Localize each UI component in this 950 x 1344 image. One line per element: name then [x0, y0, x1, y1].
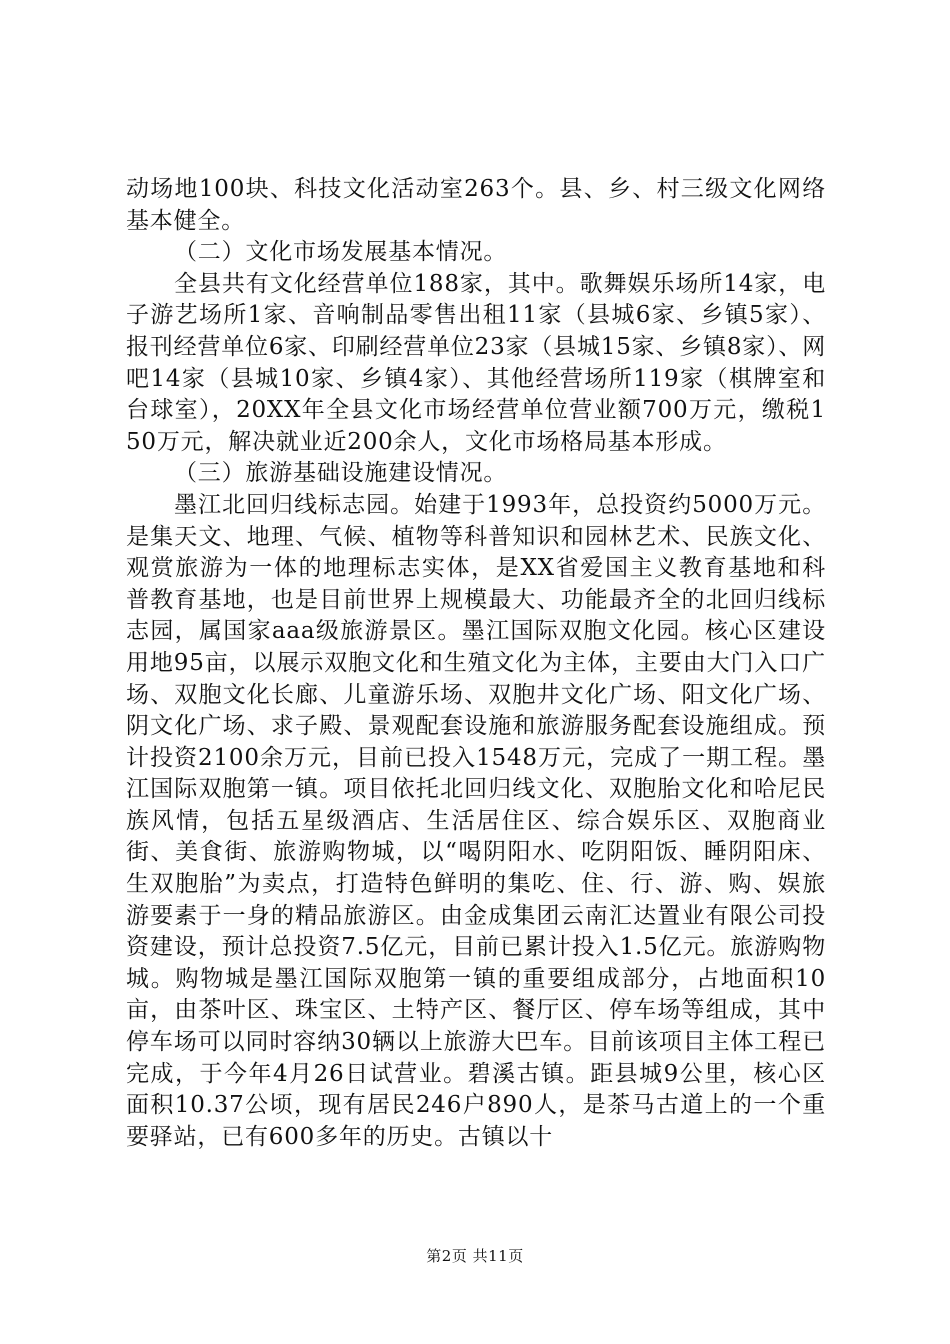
paragraph-culture-market: 全县共有文化经营单位188家，其中。歌舞娱乐场所14家，电子游艺场所1家、音响制品零售出租11家（县城6家、乡镇5家）、报刊经营单位6家、印刷经营单位23家（县城15家、乡镇8家）、网吧14家（县城10家、乡镇4家）、其他经营场所119家（棋牌室和台球室），20XX年全县文化市场经营单位营业额700万元，缴税150万元，解决就业近200余人，文化市场格局基本形成。: [126, 270, 826, 455]
page-number-label: 第2页 共11页: [426, 1247, 524, 1265]
page-footer: [0, 1245, 950, 1266]
section-heading-2: （二）文化市场发展基本情况。: [174, 239, 508, 266]
paragraph-1: 动场地100块、科技文化活动室263个。县、乡、村三级文化网络基本健全。: [126, 176, 826, 234]
paragraph-tourism-infrastructure: 墨江北回归线标志园。始建于1993年，总投资约5000万元。是集天文、地理、气候、植物等科普知识和园林艺术、民族文化、观赏旅游为一体的地理标志实体，是XX省爱国主义教育基地和科普教育基地，也是目前世界上规模最大、功能最齐全的北回归线标志园，属国家aaa级旅游景区。墨江国际双胞文化园。核心区建设用地95亩，以展示双胞文化和生殖文化为主体，主要由大门入口广场、双胞文化长廊、儿童游乐场、双胞井文化广场、阳文化广场、阴文化广场、求子殿、景观配套设施和旅游服务配套设施组成。预计投资2100余万元，目前已投入1548万元，完成了一期工程。墨江国际双胞第一镇。项目依托北回归线文化、双胞胎文化和哈尼民族风情，包括五星级酒店、生活居住区、综合娱乐区、双胞商业街、美食街、旅游购物城，以“喝阴阳水、吃阴阳饭、睡阴阳床、生双胞胎”为卖点，打造特色鲜明的集吃、住、行、游、购、娱旅游要素于一身的精品旅游区。由金成集团云南汇达置业有限公司投资建设，预计总投资7.5亿元，目前已累计投入1.5亿元。旅游购物城。购物城是墨江国际双胞第一镇的重要组成部分，占地面积10亩，由茶叶区、珠宝区、土特产区、餐厅区、停车场等组成，其中停车场可以同时容纳30辆以上旅游大巴车。目前该项目主体工程已完成，于今年4月26日试营业。碧溪古镇。距县城9公里，核心区面积10.37公顷，现有居民246户890人，是茶马古道上的一个重要驿站，已有600多年的历史。古镇以十: [126, 491, 826, 1150]
section-heading-3: （三）旅游基础设施建设情况。: [174, 460, 508, 487]
document-body: [126, 174, 826, 1153]
